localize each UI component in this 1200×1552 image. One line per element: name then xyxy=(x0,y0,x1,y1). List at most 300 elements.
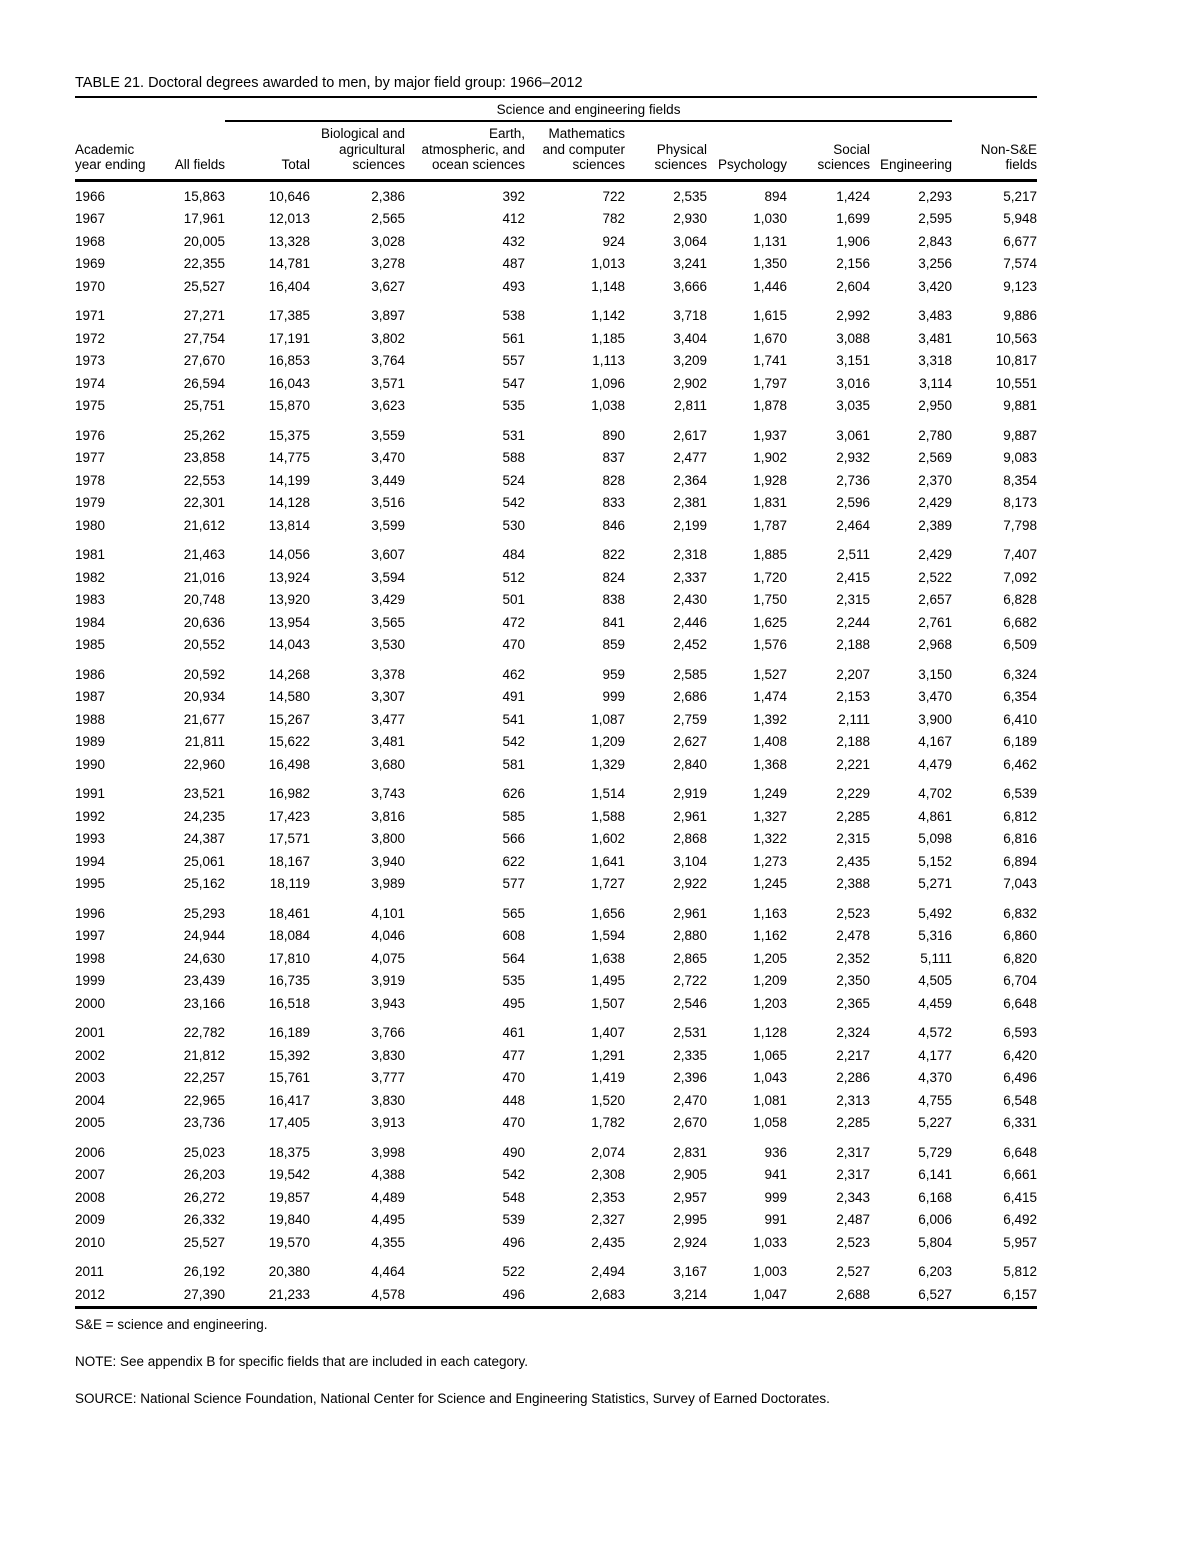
value-cell: 1,142 xyxy=(591,308,625,323)
value-cell: 24,387 xyxy=(183,831,225,846)
value-cell: 20,748 xyxy=(183,592,225,607)
value-cell: 493 xyxy=(502,278,525,294)
value-cell: 833 xyxy=(602,495,625,510)
table-row xyxy=(75,373,1037,396)
value-cell: 14,056 xyxy=(268,547,310,562)
value-cell: 2,315 xyxy=(836,592,870,607)
value-cell: 2,308 xyxy=(591,1167,625,1182)
value-cell: 9,881 xyxy=(1003,398,1038,413)
value-cell: 542 xyxy=(502,1167,525,1182)
value-cell: 27,670 xyxy=(183,353,225,368)
value-cell: 26,272 xyxy=(183,1189,225,1205)
value-cell: 2,811 xyxy=(674,398,707,413)
value-cell: 3,897 xyxy=(371,308,405,323)
value-cell: 22,355 xyxy=(183,256,225,271)
value-cell: 17,423 xyxy=(268,808,310,824)
table-row xyxy=(75,1284,1037,1308)
value-cell: 448 xyxy=(502,1092,525,1108)
value-cell: 1,245 xyxy=(753,876,787,891)
value-cell: 22,965 xyxy=(183,1092,225,1108)
year-cell: 1966 xyxy=(75,188,106,204)
value-cell: 3,209 xyxy=(673,353,707,368)
value-cell: 20,934 xyxy=(183,689,225,704)
table-row xyxy=(75,1045,1037,1068)
value-cell: 412 xyxy=(502,211,525,226)
value-cell: 6,410 xyxy=(1003,711,1038,727)
value-cell: 14,199 xyxy=(268,472,310,488)
year-cell: 2012 xyxy=(75,1286,106,1302)
table-row xyxy=(75,1209,1037,1232)
table-row xyxy=(75,1112,1037,1135)
column-header-non-se-fields: Non-S&E fields xyxy=(952,121,1037,180)
value-cell: 2,843 xyxy=(918,233,953,249)
doctoral-degrees-table xyxy=(75,96,1037,1309)
value-cell: 2,722 xyxy=(673,973,707,988)
value-cell: 2,386 xyxy=(371,188,405,204)
value-cell: 2,317 xyxy=(836,1144,870,1160)
value-cell: 15,267 xyxy=(268,711,310,727)
table-body xyxy=(75,180,1037,1308)
value-cell: 3,627 xyxy=(371,278,405,294)
value-cell: 6,677 xyxy=(1003,233,1038,249)
year-cell: 1996 xyxy=(75,905,106,921)
value-cell: 841 xyxy=(602,614,625,630)
table-row xyxy=(75,731,1037,754)
value-cell: 2,840 xyxy=(673,756,707,772)
year-cell: 2002 xyxy=(75,1047,106,1063)
value-cell: 3,940 xyxy=(371,853,405,869)
value-cell: 16,417 xyxy=(268,1092,310,1108)
value-cell: 2,365 xyxy=(836,995,870,1011)
value-cell: 22,960 xyxy=(183,756,225,772)
value-cell: 1,209 xyxy=(753,973,787,988)
value-cell: 539 xyxy=(502,1212,525,1227)
value-cell: 3,035 xyxy=(836,398,870,413)
year-cell: 1975 xyxy=(75,398,106,413)
value-cell: 890 xyxy=(602,427,625,443)
value-cell: 2,930 xyxy=(673,211,707,226)
value-cell: 8,354 xyxy=(1003,472,1038,488)
value-cell: 2,531 xyxy=(673,1025,707,1040)
value-cell: 1,720 xyxy=(753,569,787,585)
value-cell: 26,203 xyxy=(183,1167,225,1182)
value-cell: 18,084 xyxy=(268,928,310,943)
value-cell: 2,156 xyxy=(836,256,870,271)
value-cell: 3,559 xyxy=(371,427,405,443)
value-cell: 565 xyxy=(502,905,525,921)
year-cell: 2005 xyxy=(75,1115,106,1130)
value-cell: 3,016 xyxy=(836,375,870,391)
footnote-source: SOURCE: National Science Foundation, National Center for Science and Engineering Statistics, Survey of Earned Doctorates. xyxy=(75,1391,830,1406)
value-cell: 542 xyxy=(502,495,525,510)
value-cell: 26,332 xyxy=(183,1212,225,1227)
table-row xyxy=(75,350,1037,373)
value-cell: 6,548 xyxy=(1003,1092,1038,1108)
value-cell: 19,840 xyxy=(268,1212,310,1227)
value-cell: 472 xyxy=(502,614,525,630)
value-cell: 6,661 xyxy=(1003,1167,1038,1182)
value-cell: 1,407 xyxy=(591,1025,625,1040)
value-cell: 1,329 xyxy=(591,756,625,772)
year-cell: 2003 xyxy=(75,1070,106,1085)
value-cell: 1,424 xyxy=(836,188,870,204)
value-cell: 3,470 xyxy=(371,450,405,465)
value-cell: 1,038 xyxy=(591,398,625,413)
value-cell: 16,404 xyxy=(268,278,310,294)
value-cell: 6,527 xyxy=(918,1286,953,1302)
value-cell: 1,656 xyxy=(591,905,625,921)
value-cell: 1,392 xyxy=(753,711,787,727)
year-cell: 2001 xyxy=(75,1025,106,1040)
value-cell: 5,152 xyxy=(918,853,953,869)
value-cell: 4,505 xyxy=(918,973,953,988)
value-cell: 7,798 xyxy=(1003,517,1038,533)
value-cell: 2,596 xyxy=(836,495,870,510)
table-row xyxy=(75,970,1037,993)
value-cell: 2,535 xyxy=(673,188,707,204)
value-cell: 5,227 xyxy=(918,1115,953,1130)
value-cell: 14,775 xyxy=(268,450,310,465)
value-cell: 3,429 xyxy=(371,592,405,607)
value-cell: 1,128 xyxy=(753,1025,787,1040)
value-cell: 19,570 xyxy=(268,1234,310,1250)
value-cell: 524 xyxy=(502,472,525,488)
value-cell: 20,636 xyxy=(183,614,225,630)
year-cell: 1983 xyxy=(75,592,106,607)
value-cell: 16,982 xyxy=(268,786,310,801)
value-cell: 2,364 xyxy=(673,472,707,488)
table-row xyxy=(75,1187,1037,1210)
value-cell: 4,464 xyxy=(371,1264,405,1279)
year-cell: 1988 xyxy=(75,711,106,727)
value-cell: 1,113 xyxy=(592,353,625,368)
table-row xyxy=(75,395,1037,418)
value-cell: 1,641 xyxy=(591,853,625,869)
value-cell: 1,291 xyxy=(591,1047,625,1063)
value-cell: 1,507 xyxy=(591,995,625,1011)
table-row xyxy=(75,612,1037,635)
value-cell: 991 xyxy=(764,1212,787,1227)
value-cell: 1,514 xyxy=(591,786,625,801)
year-cell: 2011 xyxy=(75,1264,105,1279)
value-cell: 6,509 xyxy=(1003,637,1038,652)
value-cell: 16,735 xyxy=(268,973,310,988)
value-cell: 2,318 xyxy=(673,547,707,562)
value-cell: 2,924 xyxy=(673,1234,707,1250)
value-cell: 3,998 xyxy=(371,1144,405,1160)
value-cell: 2,604 xyxy=(836,278,870,294)
value-cell: 1,787 xyxy=(753,517,787,533)
value-cell: 1,831 xyxy=(753,495,787,510)
value-cell: 522 xyxy=(502,1264,525,1279)
value-cell: 5,217 xyxy=(1003,188,1038,204)
value-cell: 14,128 xyxy=(268,495,310,510)
value-cell: 3,088 xyxy=(836,330,870,346)
value-cell: 496 xyxy=(502,1286,525,1302)
value-cell: 2,381 xyxy=(673,495,707,510)
value-cell: 1,163 xyxy=(753,905,787,921)
value-cell: 25,527 xyxy=(183,278,225,294)
value-cell: 4,046 xyxy=(371,928,405,943)
year-cell: 1968 xyxy=(75,233,106,249)
value-cell: 1,065 xyxy=(753,1047,787,1063)
value-cell: 487 xyxy=(502,256,525,271)
value-cell: 5,316 xyxy=(918,928,953,943)
value-cell: 3,378 xyxy=(371,666,405,682)
value-cell: 4,355 xyxy=(371,1234,405,1250)
value-cell: 2,244 xyxy=(836,614,870,630)
value-cell: 2,350 xyxy=(836,973,870,988)
value-cell: 2,759 xyxy=(673,711,707,727)
year-cell: 1997 xyxy=(75,928,106,943)
value-cell: 6,168 xyxy=(918,1189,953,1205)
value-cell: 2,153 xyxy=(836,689,870,704)
value-cell: 2,961 xyxy=(673,808,707,824)
value-cell: 4,075 xyxy=(371,950,405,966)
value-cell: 3,061 xyxy=(836,427,870,443)
value-cell: 13,924 xyxy=(268,569,310,585)
value-cell: 6,189 xyxy=(1003,734,1038,749)
value-cell: 1,003 xyxy=(753,1264,787,1279)
table-row xyxy=(75,925,1037,948)
value-cell: 1,033 xyxy=(753,1234,787,1250)
value-cell: 4,101 xyxy=(371,905,405,921)
value-cell: 2,429 xyxy=(918,495,953,510)
value-cell: 3,777 xyxy=(371,1070,405,1085)
value-cell: 1,327 xyxy=(753,808,787,824)
value-cell: 1,741 xyxy=(753,353,787,368)
value-cell: 21,677 xyxy=(183,711,225,727)
value-cell: 1,081 xyxy=(753,1092,787,1108)
column-header-physical-sciences: Physical sciences xyxy=(625,121,707,180)
value-cell: 3,743 xyxy=(371,786,405,801)
column-header-mathematics-computer-sciences: Mathematics and computer sciences xyxy=(525,121,625,180)
value-cell: 14,781 xyxy=(268,256,310,271)
value-cell: 15,622 xyxy=(268,734,310,749)
value-cell: 1,030 xyxy=(753,211,787,226)
value-cell: 3,623 xyxy=(371,398,405,413)
value-cell: 6,828 xyxy=(1003,592,1038,607)
value-cell: 10,817 xyxy=(995,353,1038,368)
table-row xyxy=(75,1135,1037,1165)
value-cell: 2,919 xyxy=(673,786,707,801)
value-cell: 477 xyxy=(502,1047,525,1063)
value-cell: 6,894 xyxy=(1003,853,1038,869)
value-cell: 14,268 xyxy=(268,666,310,682)
value-cell: 19,857 xyxy=(268,1189,310,1205)
value-cell: 2,546 xyxy=(673,995,707,1011)
value-cell: 3,481 xyxy=(918,330,953,346)
table-row xyxy=(75,515,1037,538)
value-cell: 2,523 xyxy=(836,1234,870,1250)
value-cell: 4,370 xyxy=(918,1070,953,1085)
value-cell: 2,286 xyxy=(836,1070,870,1085)
year-cell: 2007 xyxy=(75,1167,106,1182)
value-cell: 2,389 xyxy=(918,517,953,533)
value-cell: 2,370 xyxy=(918,472,953,488)
value-cell: 22,257 xyxy=(183,1070,225,1085)
value-cell: 1,928 xyxy=(753,472,787,488)
table-row xyxy=(75,806,1037,829)
value-cell: 2,478 xyxy=(836,928,870,943)
value-cell: 1,782 xyxy=(591,1115,625,1130)
value-cell: 10,551 xyxy=(995,375,1038,391)
value-cell: 17,191 xyxy=(268,330,310,346)
value-cell: 2,327 xyxy=(591,1212,625,1227)
value-cell: 19,542 xyxy=(268,1167,310,1182)
value-cell: 1,249 xyxy=(753,786,787,801)
value-cell: 5,098 xyxy=(918,831,953,846)
footnote-note: NOTE: See appendix B for specific fields that are included in each category. xyxy=(75,1354,528,1369)
value-cell: 495 xyxy=(502,995,525,1011)
value-cell: 3,064 xyxy=(673,233,707,249)
spanner-row xyxy=(75,97,1037,121)
value-cell: 17,961 xyxy=(183,211,225,226)
column-header-engineering: Engineering xyxy=(870,121,952,180)
value-cell: 3,256 xyxy=(918,256,953,271)
value-cell: 3,150 xyxy=(918,666,953,682)
value-cell: 20,005 xyxy=(183,233,225,249)
value-cell: 2,415 xyxy=(836,569,870,585)
value-cell: 6,492 xyxy=(1003,1212,1038,1227)
value-cell: 959 xyxy=(602,666,625,682)
value-cell: 3,919 xyxy=(371,973,405,988)
value-cell: 3,516 xyxy=(371,495,405,510)
value-cell: 2,922 xyxy=(673,876,707,891)
year-cell: 1994 xyxy=(75,853,106,869)
table-row xyxy=(75,470,1037,493)
value-cell: 23,521 xyxy=(183,786,225,801)
value-cell: 561 xyxy=(502,330,525,346)
value-cell: 23,736 xyxy=(183,1115,225,1130)
value-cell: 1,043 xyxy=(753,1070,787,1085)
value-cell: 6,324 xyxy=(1003,666,1038,682)
value-cell: 3,565 xyxy=(371,614,405,630)
value-cell: 626 xyxy=(502,786,525,801)
value-cell: 6,354 xyxy=(1003,689,1038,704)
value-cell: 3,718 xyxy=(673,308,707,323)
value-cell: 16,498 xyxy=(268,756,310,772)
value-cell: 1,902 xyxy=(753,450,787,465)
table-row xyxy=(75,634,1037,657)
value-cell: 1,446 xyxy=(753,278,787,294)
value-cell: 21,612 xyxy=(183,517,225,533)
table-row xyxy=(75,298,1037,328)
value-cell: 6,816 xyxy=(1003,831,1038,846)
value-cell: 3,766 xyxy=(371,1025,405,1040)
value-cell: 936 xyxy=(764,1144,787,1160)
value-cell: 1,205 xyxy=(753,950,787,966)
value-cell: 3,802 xyxy=(371,330,405,346)
value-cell: 2,995 xyxy=(673,1212,707,1227)
value-cell: 1,699 xyxy=(836,211,870,226)
value-cell: 2,865 xyxy=(673,950,707,966)
value-cell: 3,666 xyxy=(673,278,707,294)
year-cell: 1979 xyxy=(75,495,106,510)
table-row xyxy=(75,492,1037,515)
table-row xyxy=(75,828,1037,851)
value-cell: 2,932 xyxy=(836,450,870,465)
year-cell: 1999 xyxy=(75,973,106,988)
table-row xyxy=(75,686,1037,709)
year-cell: 1991 xyxy=(75,786,106,801)
value-cell: 10,646 xyxy=(268,188,310,204)
value-cell: 2,957 xyxy=(673,1189,707,1205)
value-cell: 27,390 xyxy=(183,1286,225,1302)
value-cell: 6,593 xyxy=(1003,1025,1038,1040)
value-cell: 2,335 xyxy=(673,1047,707,1063)
year-cell: 1978 xyxy=(75,472,106,488)
spanner-science-engineering-fields: Science and engineering fields xyxy=(225,97,952,121)
value-cell: 1,527 xyxy=(753,666,787,682)
year-cell: 1984 xyxy=(75,614,106,630)
value-cell: 432 xyxy=(502,233,525,249)
value-cell: 1,368 xyxy=(753,756,787,772)
value-cell: 5,271 xyxy=(918,876,953,891)
value-cell: 2,617 xyxy=(673,427,707,443)
value-cell: 1,131 xyxy=(753,233,787,249)
value-cell: 24,235 xyxy=(183,808,225,824)
value-cell: 462 xyxy=(502,666,525,682)
value-cell: 24,944 xyxy=(183,928,225,943)
value-cell: 3,530 xyxy=(371,637,405,652)
value-cell: 2,199 xyxy=(673,517,707,533)
value-cell: 4,489 xyxy=(371,1189,405,1205)
value-cell: 2,780 xyxy=(918,427,953,443)
value-cell: 20,552 xyxy=(183,637,225,652)
value-cell: 512 xyxy=(502,569,525,585)
value-cell: 18,461 xyxy=(268,905,310,921)
value-cell: 2,511 xyxy=(837,547,870,562)
value-cell: 2,293 xyxy=(918,188,953,204)
value-cell: 3,943 xyxy=(371,995,405,1011)
value-cell: 25,023 xyxy=(183,1144,225,1160)
value-cell: 490 xyxy=(502,1144,525,1160)
value-cell: 7,407 xyxy=(1003,547,1038,562)
year-cell: 1990 xyxy=(75,756,106,772)
value-cell: 941 xyxy=(764,1167,787,1182)
value-cell: 999 xyxy=(602,689,625,704)
value-cell: 2,683 xyxy=(591,1286,625,1302)
value-cell: 782 xyxy=(602,211,625,226)
footnote-abbreviation: S&E = science and engineering. xyxy=(75,1317,268,1332)
value-cell: 6,704 xyxy=(1003,973,1038,988)
value-cell: 16,189 xyxy=(268,1025,310,1040)
value-cell: 1,474 xyxy=(753,689,787,704)
year-cell: 1967 xyxy=(75,211,106,226)
value-cell: 6,812 xyxy=(1003,808,1038,824)
value-cell: 14,580 xyxy=(268,689,310,704)
value-cell: 2,352 xyxy=(836,950,870,966)
value-cell: 1,638 xyxy=(591,950,625,966)
value-cell: 6,860 xyxy=(1003,928,1038,943)
table-row xyxy=(75,328,1037,351)
value-cell: 20,592 xyxy=(183,666,225,682)
value-cell: 4,388 xyxy=(371,1167,405,1182)
value-cell: 6,157 xyxy=(1003,1286,1038,1302)
year-cell: 2010 xyxy=(75,1234,106,1250)
value-cell: 608 xyxy=(502,928,525,943)
document-page xyxy=(75,74,1037,1407)
value-cell: 2,950 xyxy=(918,398,953,413)
value-cell: 1,408 xyxy=(753,734,787,749)
year-cell: 1998 xyxy=(75,950,106,966)
value-cell: 5,957 xyxy=(1003,1234,1038,1250)
table-row xyxy=(75,657,1037,687)
table-header xyxy=(75,97,1037,180)
year-cell: 1977 xyxy=(75,450,106,465)
value-cell: 6,832 xyxy=(1003,905,1038,921)
